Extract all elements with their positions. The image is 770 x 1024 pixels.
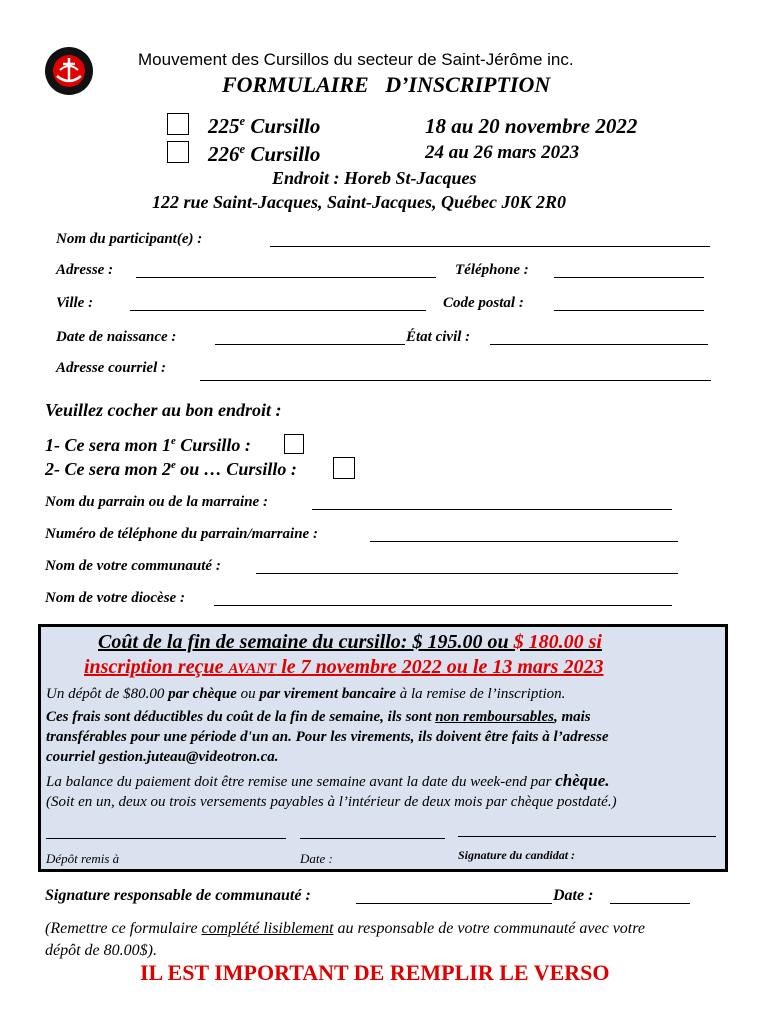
session-225-label: 225e Cursillo [208, 114, 321, 138]
address-label: Adresse : [56, 262, 114, 278]
responsible-signature-line[interactable] [356, 889, 552, 904]
fees-line-2: transférables pour une période d'un an. Pour les virements, ils doivent être faits à l’adresse [46, 729, 609, 745]
cost-title-line-2: inscription reçue AVANT le 7 novembre 2022 ou le 13 mars 2023 [84, 656, 604, 678]
sponsor-name-line[interactable] [312, 495, 672, 510]
cursillo-logo-icon [44, 46, 94, 96]
session-226-label: 226e Cursillo [208, 142, 321, 166]
location-address: 122 rue Saint-Jacques, Saint-Jacques, Québec J0K 2R0 [152, 192, 567, 212]
second-cursillo-option: 2- Ce sera mon 2e ou … Cursillo : [45, 459, 297, 479]
deposit-label: Dépôt remis à [46, 851, 120, 866]
date-label: Date : [300, 851, 333, 866]
session-226-checkbox[interactable] [167, 141, 189, 163]
candidate-signature-label: Signature du candidat : [458, 848, 576, 862]
important-verso-notice: IL EST IMPORTANT DE REMPLIR LE VERSO [140, 960, 610, 985]
candidate-signature-line[interactable] [458, 836, 716, 837]
installments-text: (Soit en un, deux ou trois versements payables à l’intérieur de deux mois par chèque postdaté.) [46, 794, 617, 810]
fees-line-1: Ces frais sont déductibles du coût de la fin de semaine, ils sont non remboursables, mais [46, 709, 591, 725]
submission-note-line-1: (Remettre ce formulaire complété lisiblement au responsable de votre communauté avec votre [45, 920, 645, 937]
phone-label: Téléphone : [455, 262, 529, 278]
postal-code-line[interactable] [554, 296, 704, 311]
diocese-line[interactable] [214, 591, 672, 606]
postal-code-label: Code postal : [443, 295, 524, 311]
phone-line[interactable] [554, 263, 704, 278]
address-line[interactable] [136, 263, 436, 278]
community-line[interactable] [256, 559, 678, 574]
sponsor-name-label: Nom du parrain ou de la marraine : [45, 494, 268, 510]
fees-line-3: courriel gestion.juteau@videotron.ca. [46, 749, 279, 765]
sponsor-phone-label: Numéro de téléphone du parrain/marraine : [45, 526, 318, 542]
date-line[interactable] [300, 838, 445, 839]
participant-name-line[interactable] [270, 232, 710, 247]
organization-name: Mouvement des Cursillos du secteur de Saint-Jérôme inc. [138, 50, 574, 69]
submission-note-line-2: dépôt de 80.00$). [45, 942, 157, 959]
city-label: Ville : [56, 295, 94, 311]
email-line[interactable] [200, 366, 711, 381]
responsible-date-line[interactable] [610, 889, 690, 904]
city-line[interactable] [130, 296, 426, 311]
civil-status-label: État civil : [406, 329, 471, 345]
responsible-signature-label: Signature responsable de communauté : [45, 887, 311, 904]
second-cursillo-checkbox[interactable] [333, 457, 355, 479]
deposit-text: Un dépôt de $80.00 par chèque ou par virement bancaire à la remise de l’inscription. [46, 686, 566, 702]
responsible-date-label: Date : [553, 887, 594, 904]
session-225-dates: 18 au 20 novembre 2022 [425, 114, 638, 138]
email-label: Adresse courriel : [56, 360, 166, 376]
birth-date-label: Date de naissance : [56, 329, 177, 345]
participant-name-label: Nom du participant(e) : [56, 231, 203, 247]
session-225-checkbox[interactable] [167, 113, 189, 135]
community-label: Nom de votre communauté : [45, 558, 221, 574]
civil-status-line[interactable] [490, 330, 708, 345]
birth-date-line[interactable] [215, 330, 405, 345]
form-title: FORMULAIRE D’INSCRIPTION [222, 72, 551, 97]
sponsor-phone-line[interactable] [370, 527, 678, 542]
first-cursillo-option: 1- Ce sera mon 1e Cursillo : [45, 435, 251, 455]
location-place: Endroit : Horeb St-Jacques [272, 168, 477, 188]
first-cursillo-checkbox[interactable] [284, 434, 304, 454]
balance-text: La balance du paiement doit être remise une semaine avant la date du week-end par chèque. [46, 771, 610, 790]
diocese-label: Nom de votre diocèse : [45, 590, 185, 606]
cost-title-line-1: Coût de la fin de semaine du cursillo: $ 195.00 ou $ 180.00 si [98, 631, 602, 653]
deposit-line[interactable] [46, 838, 286, 839]
check-heading: Veuillez cocher au bon endroit : [45, 400, 282, 420]
session-226-dates: 24 au 26 mars 2023 [425, 142, 580, 163]
